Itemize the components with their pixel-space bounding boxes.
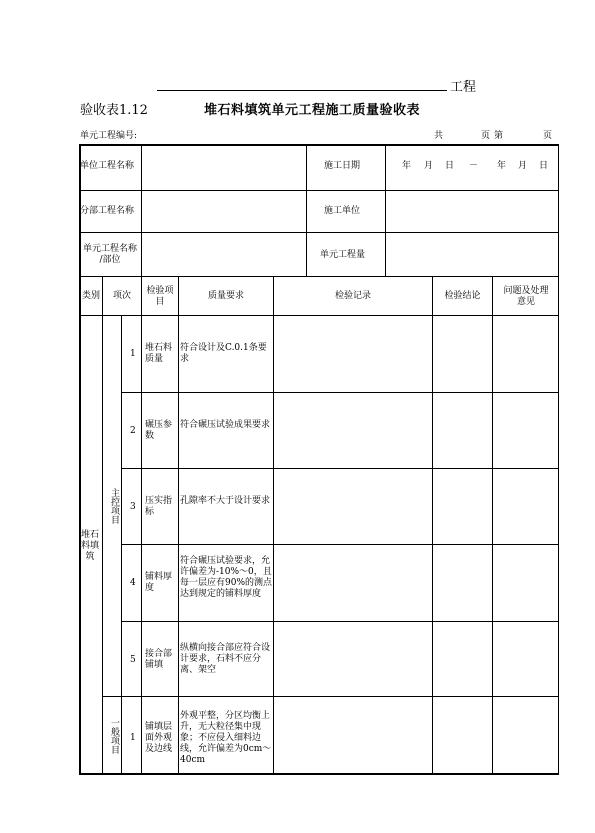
col-check-item-a: 检验项 — [146, 286, 174, 296]
col-issue-b: 意见 — [516, 297, 535, 307]
row-2-no: 2 — [130, 426, 136, 436]
row-3-no: 3 — [130, 502, 136, 512]
date-year-2: 年 — [497, 161, 507, 171]
col-check-conclusion: 检验结论 — [444, 291, 481, 301]
date-month-1: 月 — [424, 161, 434, 171]
row-2-req: 符合碾压试验成果要求 — [180, 420, 271, 430]
page-title: 堆石料填筑单元工程施工质量验收表 — [204, 103, 421, 118]
row-1-item: 堆石料质量 — [145, 343, 173, 364]
row-5-req: 纵横向接合部应符合设计要求，石料不应分离、架空 — [180, 643, 271, 675]
row-6-req: 外观平整，分区均衡上升，无大粒径集中现象；不应侵入细料边线，允许偏差为0cm～40cm — [180, 711, 272, 765]
row-5-no: 5 — [130, 655, 136, 665]
row-3-req: 孔隙率不大于设计要求 — [180, 496, 271, 506]
date-year-1: 年 — [402, 161, 412, 171]
construction-date-label: 施工日期 — [324, 161, 361, 171]
page-unit2-label: 页 — [543, 131, 553, 141]
group-general-label: 一般项目 — [109, 718, 119, 754]
row-6-no: 1 — [130, 733, 136, 743]
row-6-item: 铺填层面外观及边线 — [145, 722, 173, 754]
col-check-record: 检验记录 — [334, 291, 371, 301]
col-category: 类别 — [82, 291, 101, 301]
row-1-no: 1 — [130, 349, 136, 359]
row-4-req: 符合碾压试验要求，允许偏差为-10%～0，且每一层应有90%的测点达到规定的铺料厚度 — [180, 556, 273, 599]
element-part-label: /部位 — [99, 255, 121, 265]
row-4-no: 4 — [130, 578, 136, 588]
element-project-name-label: 单元工程名称 — [82, 244, 137, 254]
acceptance-table — [79, 144, 559, 774]
page-unit-label: 页 — [481, 131, 491, 141]
date-month-2: 月 — [518, 161, 528, 171]
unit-project-name-label: 单位工程名称 — [80, 161, 135, 171]
page-no-label: 第 — [494, 131, 504, 141]
group-main-label: 主控项目 — [109, 488, 119, 524]
col-check-item-b: 目 — [155, 297, 165, 307]
row-3-item: 压实指标 — [145, 496, 173, 517]
project-suffix: 工程 — [450, 80, 477, 95]
col-issue-a: 问题及处理 — [503, 286, 549, 296]
form-number: 验收表1.12 — [80, 103, 148, 118]
col-item-no: 项次 — [113, 291, 132, 301]
unit-no-label: 单元工程编号: — [80, 131, 138, 141]
col-quality-req: 质量要求 — [207, 291, 244, 301]
row-5-item: 接合部铺填 — [145, 649, 173, 670]
row-2-item: 碾压参数 — [145, 420, 173, 441]
date-day-2: 日 — [539, 161, 549, 171]
row-4-item: 铺料厚度 — [145, 572, 173, 593]
date-dash: － — [469, 161, 479, 171]
construction-unit-label: 施工单位 — [324, 206, 361, 216]
sub-project-name-label: 分部工程名称 — [80, 206, 135, 216]
element-quantity-label: 单元工程量 — [320, 250, 366, 260]
date-day-1: 日 — [445, 161, 455, 171]
row-1-req: 符合设计及C.0.1条要求 — [180, 343, 267, 364]
category-label: 堆石料填筑 — [80, 530, 99, 562]
page-total-label: 共 — [434, 131, 444, 141]
project-name-underline — [157, 90, 447, 91]
